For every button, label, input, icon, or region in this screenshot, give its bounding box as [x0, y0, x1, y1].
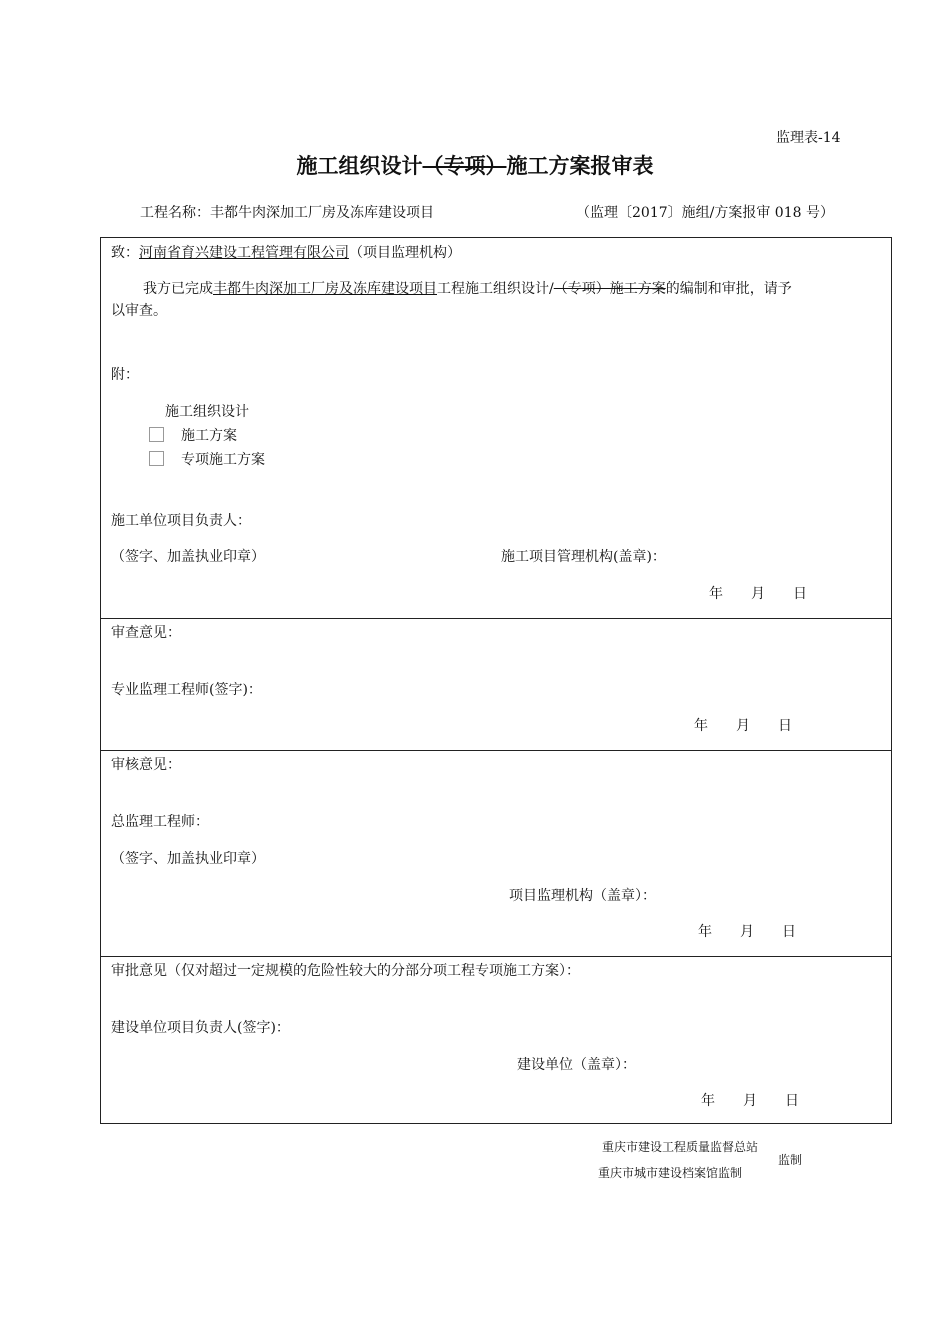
attach-item-construction-plan: 施工方案: [181, 428, 237, 444]
chief-engineer-label: 总监理工程师：: [111, 814, 209, 830]
sign-note-1: （签字、加盖执业印章）: [111, 549, 265, 565]
addressee-org: 河南省育兴建设工程管理有限公司: [139, 245, 349, 261]
owner-seal: 建设单位（盖章）：: [517, 1057, 636, 1073]
review-opinion-label: 审查意见：: [111, 625, 181, 641]
to-prefix: 致：: [111, 245, 139, 261]
date-2: 年 月 日: [694, 718, 792, 734]
form-number: 监理表-14: [776, 130, 841, 146]
attach-item-construction-design: 施工组织设计: [165, 404, 249, 420]
page-title: [0, 150, 950, 180]
title-part1: 施工组织设计: [296, 154, 423, 178]
attach-item-special-plan: 专项施工方案: [181, 452, 265, 468]
divider-3: [101, 956, 891, 957]
supervision-org-seal: 项目监理机构（盖章）：: [509, 888, 656, 904]
body-pre: 我方已完成: [143, 281, 213, 297]
body-project: 丰都牛肉深加工厂房及冻库建设项目: [213, 281, 437, 297]
document-number: （监理〔2017〕施组/方案报审 018 号）: [576, 205, 834, 221]
checkbox-special-plan[interactable]: [149, 451, 164, 466]
body-struck: （专项）施工方案: [553, 281, 666, 297]
divider-2: [101, 750, 891, 751]
footer-suffix: 监制: [778, 1153, 803, 1167]
owner-manager-sign: 建设单位项目负责人(签字)：: [111, 1020, 290, 1036]
date-4: 年 月 日: [701, 1093, 799, 1109]
review-form-table: [100, 237, 892, 1124]
divider-1: [101, 618, 891, 619]
addressee-line: [111, 242, 461, 262]
body-mid: 工程施工组织设计/: [437, 281, 554, 297]
contractor-manager-label: 施工单位项目负责人：: [111, 513, 251, 529]
addressee-suffix: （项目监理机构）: [349, 245, 461, 261]
audit-opinion-label: 审核意见：: [111, 757, 181, 773]
submission-body: [143, 278, 792, 298]
footer-issuer-2: 重庆市城市建设档案馆监制: [598, 1166, 743, 1180]
sign-note-2: （签字、加盖执业印章）: [111, 851, 265, 867]
footer-issuer-1: 重庆市建设工程质量监督总站: [602, 1140, 759, 1154]
title-struck: （专项）: [422, 154, 507, 178]
attachments-label: 附：: [111, 367, 139, 383]
specialist-engineer-sign: 专业监理工程师(签字)：: [111, 682, 262, 698]
contractor-org-seal: 施工项目管理机构(盖章)：: [501, 549, 666, 565]
project-name: 工程名称：丰都牛肉深加工厂房及冻库建设项目: [140, 205, 434, 221]
date-3: 年 月 日: [698, 924, 796, 940]
checkbox-construction-plan[interactable]: [149, 427, 164, 442]
title-part2: 施工方案报审表: [506, 154, 654, 178]
submission-body-line2: 以审查。: [111, 303, 167, 319]
date-1: 年 月 日: [709, 586, 807, 602]
approval-opinion-label: 审批意见（仅对超过一定规模的危险性较大的分部分项工程专项施工方案）：: [111, 963, 580, 979]
body-post: 的编制和审批，请予: [665, 281, 792, 297]
